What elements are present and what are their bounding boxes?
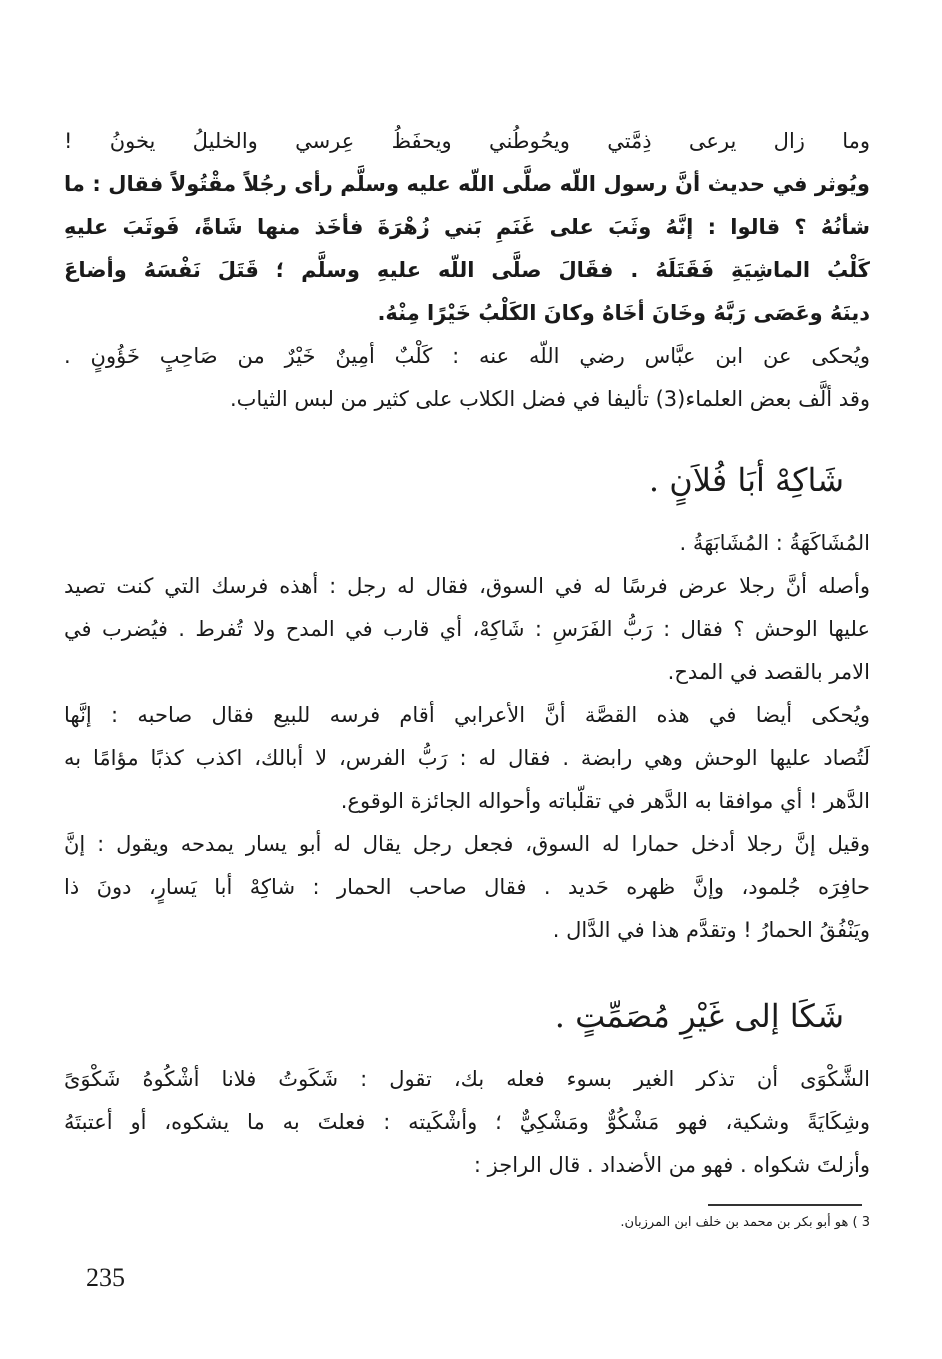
text-line: وقيل إنَّ رجلا أدخل حمارا له السوق، فجعل رجل يقال له أبو يسار يمدحه ويقول : إنَّ: [64, 832, 870, 856]
text-line: الشَّكْوَى أن تذكر الغير بسوء فعله بك، تقول : شَكَوتُ فلانا أشْكُوهُ شَكْوَىً: [64, 1067, 870, 1091]
footnote-divider: [708, 1204, 862, 1206]
text-line: شأنُهُ ؟ قالوا : إنَّهُ وثَبَ على غَنَمِ بَني زُهْرَةَ فأخَذ منها شَاةً، فَوثَبَ عليهِ: [64, 215, 870, 239]
text-line: ويَنْفُقُ الحمارُ ! وتقدَّم هذا في الدَّال .: [552, 918, 870, 942]
page-number: 235: [86, 1263, 125, 1292]
verse-line: وما زال يرعى ذِمَّتي ويحُوطُني ويحفَظُ عِرسي والخليلُ يخونُ !: [64, 129, 870, 153]
text-line: لَتُصاد عليها الوحش وهي رابضة . فقال له : رَبُّ الفرس، لا أبالك، اكذب كذبًا مؤامًا به: [64, 746, 870, 770]
text-line: ويُحكى عن ابن عبَّاس رضي اللّه عنه : كَلْبٌ أمِينٌ خَيْرٌ من صَاحِبٍ خَؤُونٍ .: [64, 344, 870, 368]
text-line: دينَهُ وعَصَى رَبَّهُ وخَانَ أخَاهُ وكانَ الكَلْبُ خَيْرًا مِنْهُ.: [377, 301, 870, 325]
text-line: الامر بالقصد في المدح.: [667, 660, 870, 684]
footnote: 3 ) هو أبو بكر بن محمد بن خلف ابن المرزبان.: [620, 1215, 870, 1230]
entry-heading: شَاكِهْ أبَا فُلاَنٍ .: [648, 461, 844, 499]
text-line: عليها الوحش ؟ فقال : رَبُّ الفَرَسِ : شَاكِهْ، أي قارب في المدح ولا تُفرط . فيُضرب في: [64, 617, 870, 641]
section-body-1: [64, 120, 870, 421]
text-line: وقد ألَّف بعض العلماء(3) تأليفا في فضل الكلاب على كثير من لبس الثياب.: [229, 387, 870, 411]
text-line: وأزلتَ شكواه . فهو من الأضداد . قال الراجز :: [473, 1153, 870, 1177]
entry-heading: شَكَا إلى غَيْرِ مُصَمِّتٍ .: [554, 997, 844, 1035]
section-body-3: [64, 1058, 870, 1187]
definition-line: المُشَاكَهَةُ : المُشَابَهَةُ .: [679, 531, 870, 555]
text-line: ويُحكى أيضا في هذه القصَّة أنَّ الأعرابي أقام فرسه للبيع فقال صاحبه : إنَّها: [64, 703, 870, 727]
text-line: حافِرَه جُلمود، وإنَّ ظهره حَديد . فقال صاحب الحمار : شاكِهْ أبا يَسارٍ، دونَ ذا: [64, 875, 870, 899]
section-body-2: [64, 522, 870, 952]
text-line: الدَّهر ! أي موافقا به الدَّهر في تقلّباته وأحواله الجائزة الوقوع.: [340, 789, 870, 813]
text-line: وأصله أنَّ رجلا عرض فرسًا له في السوق، فقال له رجل : أهذه فرسك التي كنت تصيد: [64, 574, 870, 598]
text-line: وشِكَايَةً وشكية، فهو مَشْكُوٌّ ومَشْكِيٌّ ؛ وأشْكَيته : فعلتَ به ما يشكوه، أو أعتبتَهُ: [64, 1110, 870, 1134]
text-line: ويُوثر في حديث أنَّ رسول اللّه صلَّى اللّه عليه وسلَّم رأى رجُلاً مقْتُولاً فقال : ما: [64, 172, 870, 196]
text-line: كَلْبُ الماشِيَةِ فَقَتَلَهُ . فقَالَ صلَّى اللّه عليهِ وسلَّم ؛ قَتَلَ نَفْسَهُ وأضاعَ: [64, 258, 870, 282]
